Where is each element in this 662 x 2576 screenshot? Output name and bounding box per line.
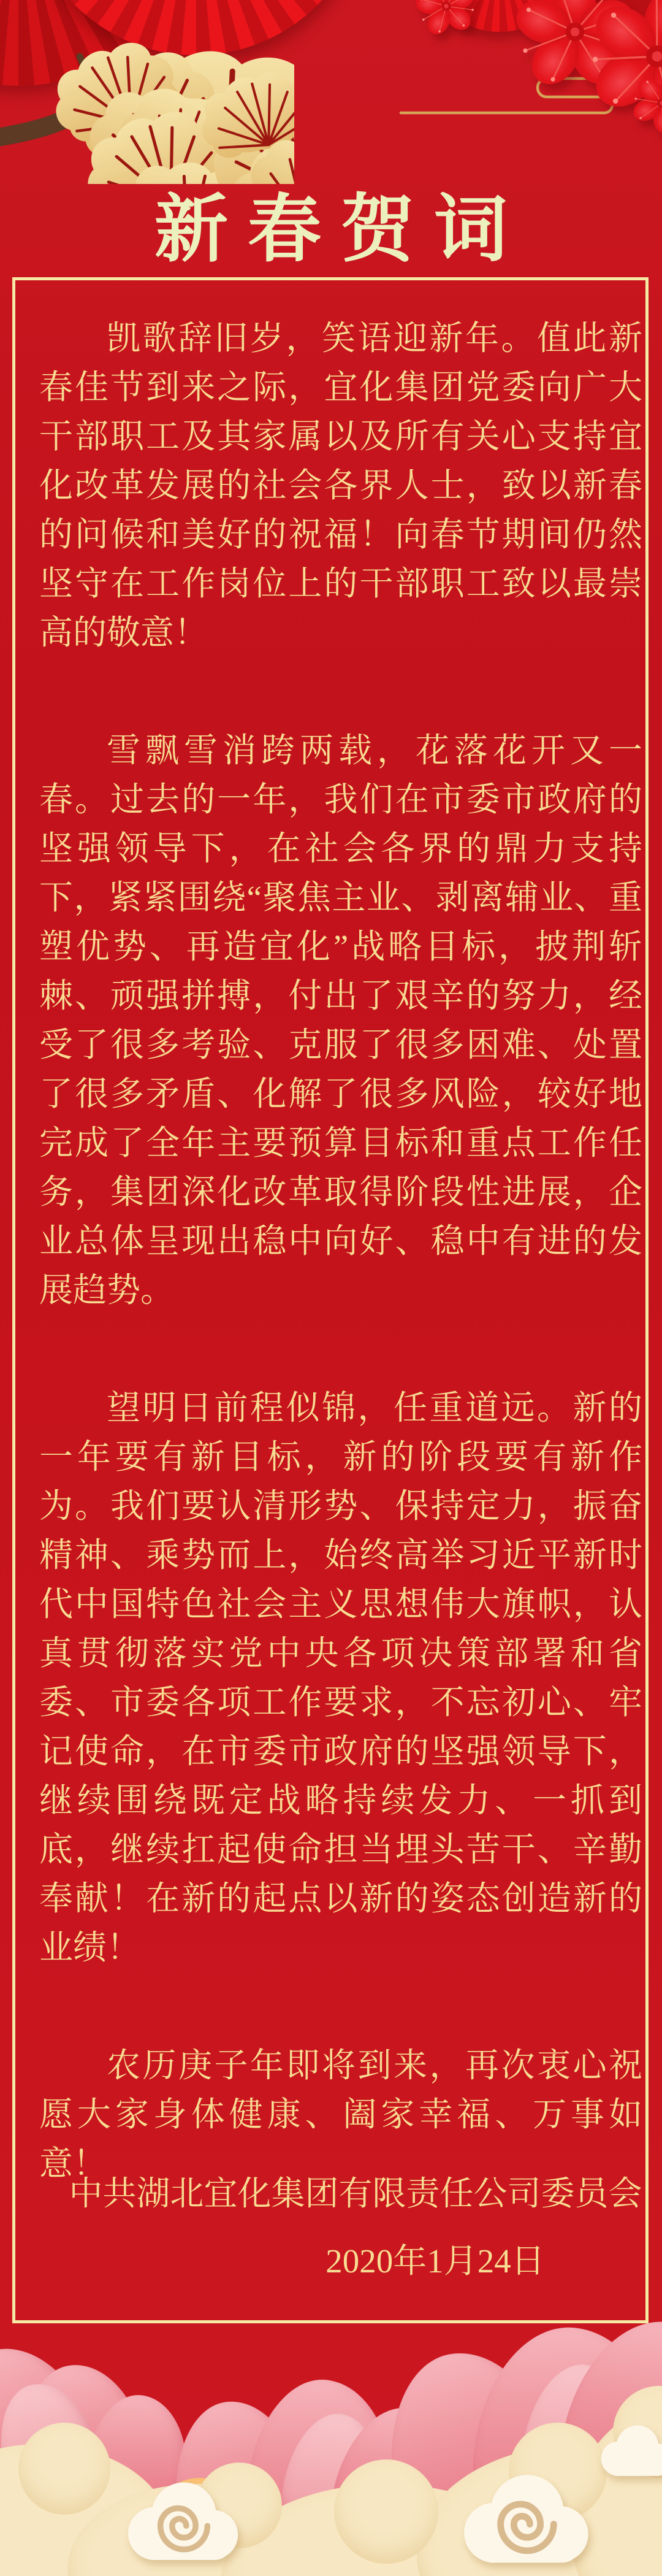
swirl-cloud-icon (447, 2459, 607, 2566)
page-title: 新春贺词 (154, 189, 527, 270)
date-line: 2020年1月24日 (325, 2242, 545, 2280)
pine-branch-icon (0, 0, 294, 184)
bottom-cloud-decoration (0, 2331, 662, 2576)
greeting-paragraph-2: 雪飘雪消跨两载，花落花开又一春。过去的一年，我们在市委市政府的坚强领导下，在社会各界的鼎力支持下，紧紧围绕“聚焦主业、剥离辅业、重塑优势、再造宜化”战略目标，披荆斩棘、顽强拼搏，付出了艰辛的努力，经受了很多考验、克服了很多困难、处置了很多矛盾、化解了很多风险，较好地完成了全年主要预算目标和重点工作任务，集团深化改革取得阶段性进展，企业总体呈现出稳中向好、稳中有进的发展趋势。 (39, 732, 642, 1309)
greeting-paragraph-4: 农历庚子年即将到来，再次衷心祝愿大家身体健康、阖家幸福、万事如意！ (39, 2047, 642, 2182)
greeting-body (39, 314, 642, 2257)
cream-cloud-icon (18, 2423, 110, 2515)
greeting-paragraph-1: 凯歌辞旧岁，笑语迎新年。值此新春佳节到来之际，宜化集团党委向广大干部职工及其家属以及所有关心支持宜化改革发展的社会各界人士，致以新春的问候和美好的祝福！向春节期间仍然坚守在工作岗位上的干部职工致以最崇高的敬意！ (39, 320, 642, 651)
greeting-paragraph-3: 望明日前程似锦，任重道远。新的一年要有新目标，新的阶段要有新作为。我们要认清形势、保持定力，振奋精神、乘势而上，始终高举习近平新时代中国特色社会主义思想伟大旗帜，认真贯彻落实党中央各项决策部署和省委、市委各项工作要求，不忘初心、牢记使命，在市委市政府的坚强领导下，继续围绕既定战略持续发力、一抓到底，继续扛起使命担当埋头苦干、辛勤奉献！在新的起点以新的姿态创造新的业绩！ (39, 1389, 642, 1966)
swirl-cloud-icon (592, 2417, 662, 2478)
plum-blossom-icon (380, 0, 662, 153)
swirl-cloud-icon (113, 2469, 254, 2563)
signature-line: 中共湖北宜化集团有限责任公司委员会 (69, 2175, 642, 2212)
cream-cloud-icon (334, 2459, 438, 2564)
